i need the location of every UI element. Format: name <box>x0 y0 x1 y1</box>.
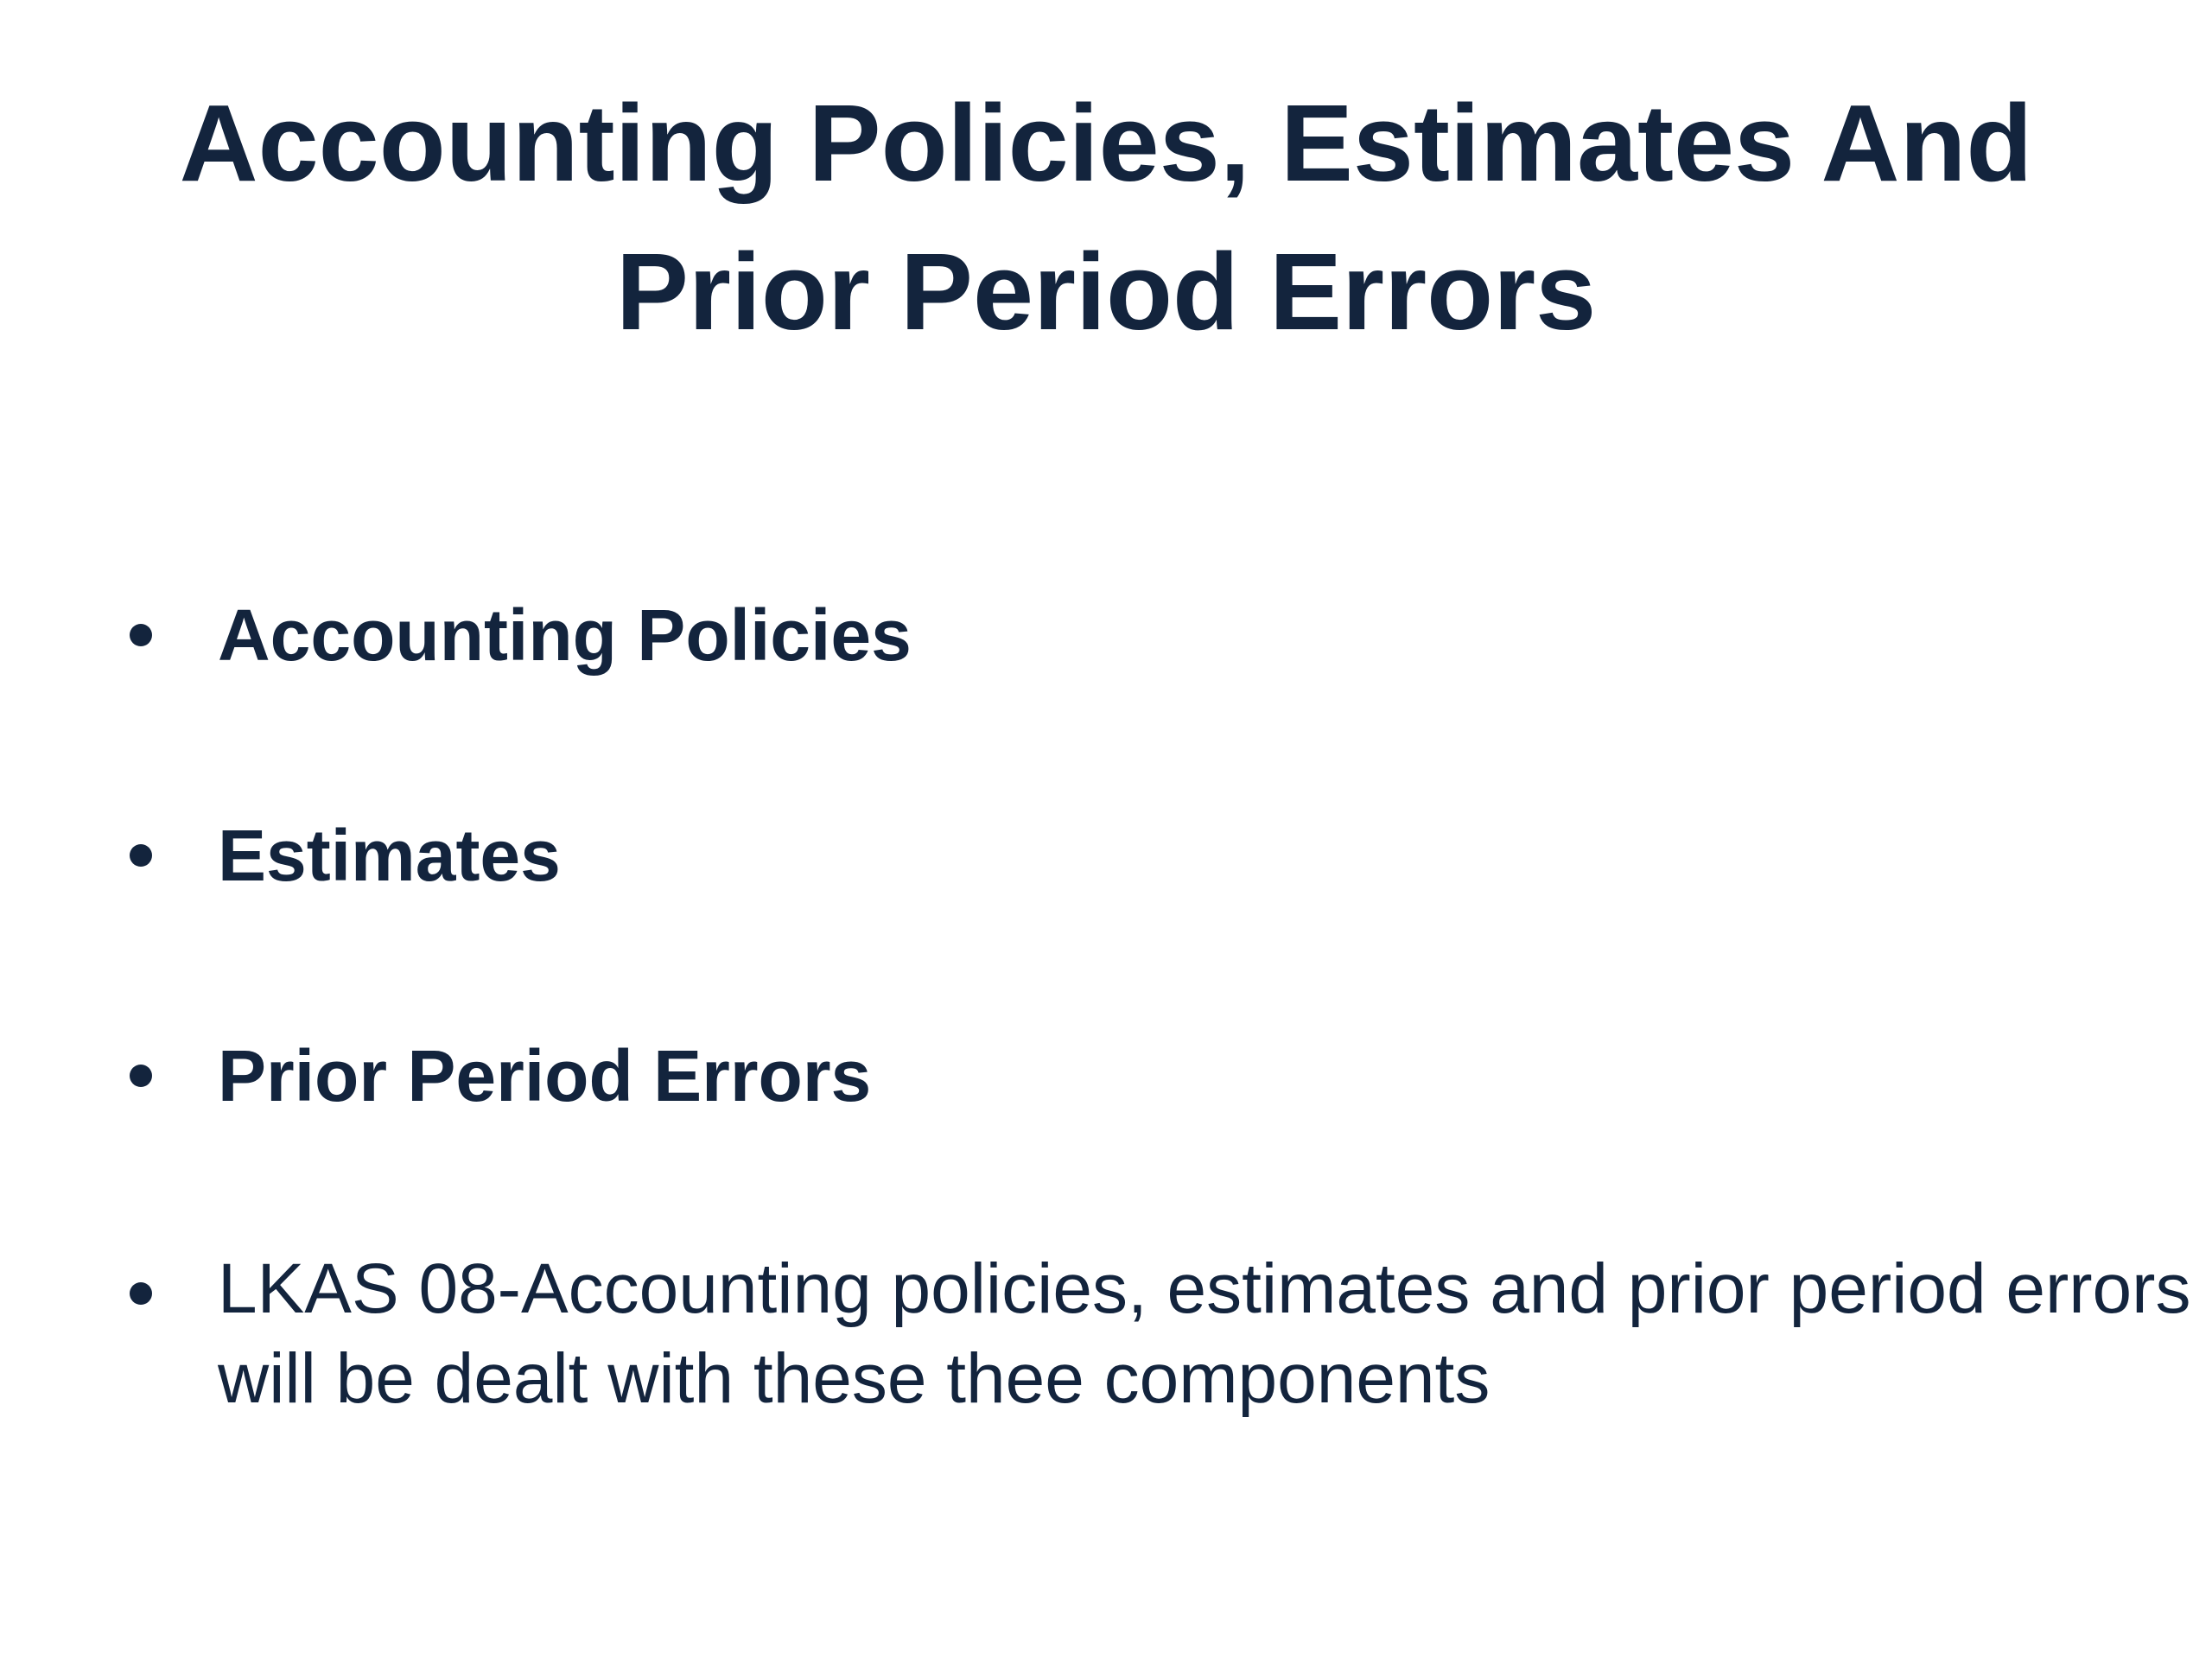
bullet-text: Estimates <box>218 815 561 896</box>
bullet-text: LKAS 08-Accounting policies, estimates and prior period errors will be dealt with these thee components <box>218 1249 2191 1418</box>
bullet-item-accounting-policies <box>130 588 2117 683</box>
bullet-item-prior-period-errors <box>130 1028 2117 1123</box>
bullet-icon <box>130 1065 152 1087</box>
bullet-text: Prior Period Errors <box>218 1035 872 1116</box>
bullet-item-estimates <box>130 808 2117 903</box>
bullet-item-lkas-08-description <box>130 1244 2191 1434</box>
bullet-text: Accounting Policies <box>218 594 912 676</box>
bullet-icon <box>130 624 152 646</box>
bullet-icon <box>130 844 152 867</box>
bullet-icon <box>130 1282 152 1305</box>
slide-title-line-2: Prior Period Errors <box>615 231 1597 353</box>
slide-title-line-1: Accounting Policies, Estimates And <box>179 82 2033 204</box>
